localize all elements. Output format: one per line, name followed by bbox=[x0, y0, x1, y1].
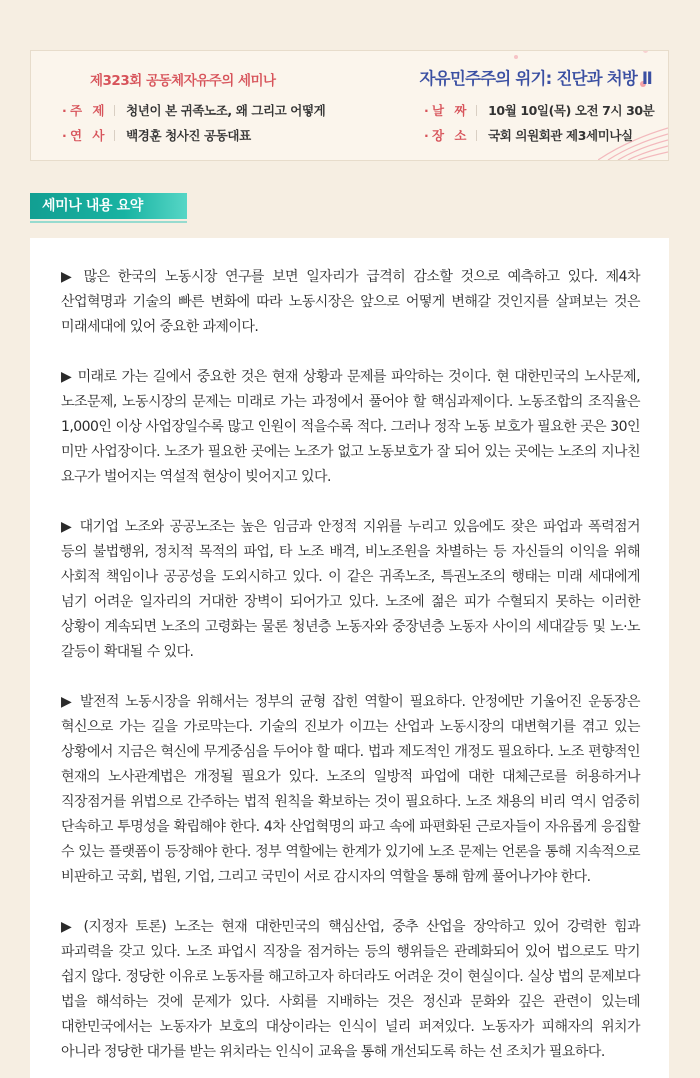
date-row bbox=[424, 101, 654, 119]
summary-paragraph: ▶ 많은 한국의 노동시장 연구를 보면 일자리가 급격히 감소할 것으로 예측하고 있다. 제4차 산업혁명과 기술의 빠른 변화에 따라 노동시장은 앞으로 어떻게 변해갈 것인지를 살펴보는 것은 미래세대에 있어 중요한 과제이다. bbox=[61, 269, 640, 335]
bullet-dot: · bbox=[62, 128, 67, 143]
topic-label: 주 제 bbox=[69, 103, 108, 118]
bullet-dot: · bbox=[424, 128, 429, 143]
topic-value: 청년이 본 귀족노조, 왜 그리고 어떻게 bbox=[126, 103, 326, 118]
place-row bbox=[424, 126, 633, 144]
section-heading: 세미나 내용 요약 bbox=[30, 193, 187, 219]
seminar-number-title: 제323회 공동체자유주의 세미나 bbox=[90, 73, 276, 89]
divider bbox=[476, 105, 477, 116]
date-label: 날 짜 bbox=[431, 103, 470, 118]
bullet-dot: · bbox=[424, 103, 429, 118]
summary-paragraph: ▶ 발전적 노동시장을 위해서는 정부의 균형 잡힌 역할이 필요하다. 안정에만 기울어진 운동장은 혁신으로 가는 길을 가로막는다. 기술의 진보가 이끄는 산업과 노동시장의 대변혁기를 겪고 있는 상황에서 지금은 혁신에 무게중심을 두어야 할 때다. 법과 제도적인 개정도 필요하다. 노조 편향적인 현재의 노사관계법은 개정될 필요가 있다. 노조의 일방적 파업에 대한 대체근로를 허용하거나 직장점거를 위법으로 간주하는 법적 원칙을 확보하는 것이 필요하다. 노조 채용의 비리 역시 엄중히 단속하고 투명성을 확립해야 한다. 4차 산업혁명의 파고 속에 파편화된 근로자들이 자유롭게 응집할 수 있는 플랫폼이 등장해야 한다. 정부 역할에는 한계가 있기에 노조 문제는 언론을 통해 지속적으로 비판하고 국회, 법원, 기업, 그리고 국민이 서로 감시자의 역할을 통해 함께 풀어나가야 한다. bbox=[61, 694, 640, 885]
summary-paragraph: ▶ 미래로 가는 길에서 중요한 것은 현재 상황과 문제를 파악하는 것이다. 현 대한민국의 노사문제, 노조문제, 노동시장의 문제는 미래로 가는 과정에서 풀어야 할 핵심과제이다. 노동조합의 조직율은 1,000인 이상 사업장일수록 많고 인원이 적을수록 적다. 그러나 정작 노동 보호가 필요한 곳은 30인 미만 사업장이다. 노조가 필요한 곳에는 노조가 없고 노동보호가 잘 되어 있는 곳에는 노조의 지나친 요구가 벌어지는 역설적 현상이 빚어지고 있다. bbox=[61, 369, 640, 485]
seminar-main-title: 자유민주주의 위기: 진단과 처방 Ⅱ bbox=[419, 69, 652, 88]
summary-panel bbox=[30, 238, 669, 1078]
divider bbox=[476, 130, 477, 141]
date-value: 10월 10일(목) 오전 7시 30분 bbox=[488, 103, 655, 118]
summary-paragraph: ▶ 대기업 노조와 공공노조는 높은 임금과 안정적 지위를 누리고 있음에도 잦은 파업과 폭력점거 등의 불법행위, 정치적 목적의 파업, 타 노조 배격, 비노조원을 차별하는 등 자신들의 이익을 위해 사회적 책임이나 공공성을 도외시하고 있다. 이 같은 귀족노조, 특권노조의 행태는 미래 세대에게 넘기 어려운 일자리의 거대한 장벽이 되어가고 있다. 노조에 젊은 피가 수혈되지 못하는 이러한 상황이 계속되면 노조의 고령화는 물론 청년층 노동자와 중장년층 노동자 사이의 세대갈등 및 노·노 갈등이 확대될 수 있다. bbox=[61, 519, 640, 660]
speaker-value: 백경훈 청사진 공동대표 bbox=[126, 128, 251, 143]
decorative-dot bbox=[514, 55, 518, 59]
divider bbox=[114, 130, 115, 141]
place-value: 국회 의원회관 제3세미나실 bbox=[488, 128, 633, 143]
topic-row bbox=[62, 101, 325, 119]
decorative-dot bbox=[643, 50, 648, 53]
speaker-label: 연 사 bbox=[69, 128, 108, 143]
seminar-info-box bbox=[30, 50, 669, 161]
place-label: 장 소 bbox=[431, 128, 470, 143]
divider bbox=[114, 105, 115, 116]
bullet-dot: · bbox=[62, 103, 67, 118]
summary-paragraph: ▶ (지정자 토론) 노조는 현재 대한민국의 핵심산업, 중추 산업을 장악하고 있어 강력한 힘과 파괴력을 갖고 있다. 노조 파업시 직장을 점거하는 등의 행위들은 관례화되어 있어 법으로도 막기 쉽지 않다. 정당한 이유로 노동자를 해고하고자 하더라도 어려운 것이 현실이다. 실상 법의 문제보다 법을 해석하는 것에 문제가 있다. 사회를 지배하는 것은 정신과 문화와 깊은 관련이 있는데 대한민국에서는 노동자가 보호의 대상이라는 인식이 널리 퍼져있다. 노동자가 피해자의 위치가 아니라 정당한 대가를 받는 위치라는 인식이 교육을 통해 개선되도록 하는 선 조치가 필요하다. bbox=[61, 919, 640, 1060]
speaker-row bbox=[62, 126, 251, 144]
